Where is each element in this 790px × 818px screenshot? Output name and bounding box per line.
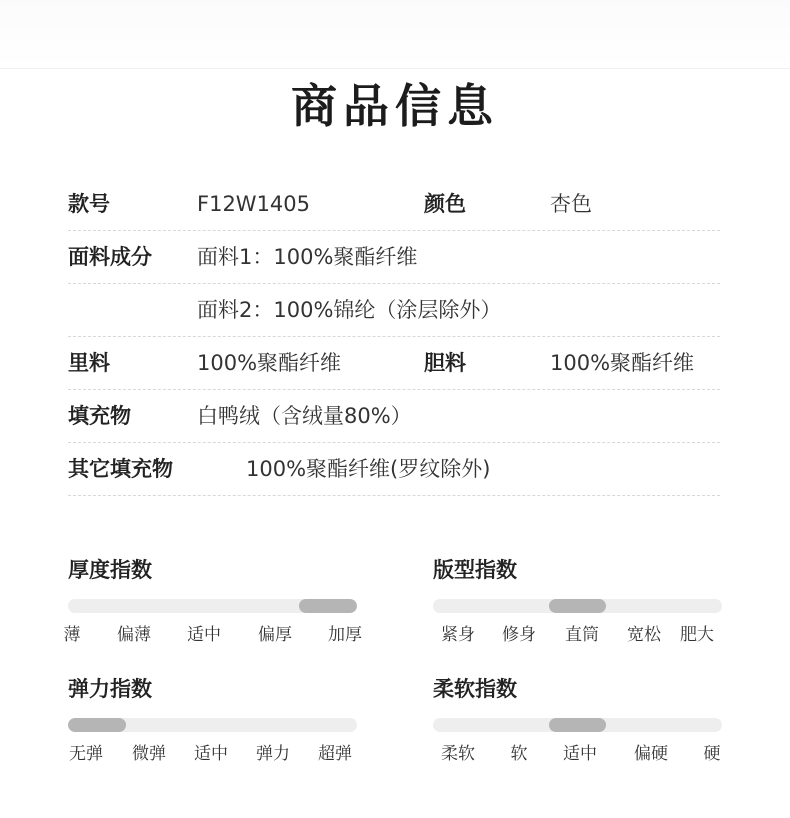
- index-option: 修身: [502, 625, 536, 645]
- index-option: 无弹: [69, 744, 103, 764]
- index-fill: [299, 599, 357, 613]
- index-option: 微弹: [132, 744, 166, 764]
- index-option: 弹力: [256, 744, 290, 764]
- spec-row-fabric-2: [68, 284, 720, 337]
- fabric2-value: 面料2：100%锦纶（涂层除外）: [197, 298, 502, 322]
- index-option: 适中: [187, 625, 221, 645]
- index-title: 厚度指数: [68, 558, 152, 582]
- index-track: [68, 718, 357, 732]
- inner-label: 胆料: [424, 351, 466, 375]
- index-option: 超弹: [318, 744, 352, 764]
- index-option: 肥大: [680, 625, 714, 645]
- index-options: [433, 739, 722, 763]
- lining-label: 里料: [68, 351, 110, 375]
- index-option: 直筒: [565, 625, 599, 645]
- lining-value: 100%聚酯纤维: [197, 351, 342, 375]
- index-option: 适中: [194, 744, 228, 764]
- index-fill: [68, 718, 126, 732]
- index-option: 软: [510, 744, 528, 764]
- index-options: [433, 620, 722, 644]
- fabric-label: 面料成分: [68, 245, 152, 269]
- index-option: 宽松: [627, 625, 661, 645]
- spec-row-lining: [68, 337, 720, 390]
- index-title: 弹力指数: [68, 677, 152, 701]
- index-fill: [549, 718, 607, 732]
- page-title: 商品信息: [291, 79, 499, 133]
- index-option: 偏厚: [258, 625, 292, 645]
- index-option: 薄: [63, 625, 81, 645]
- top-band: [0, 0, 790, 69]
- style-no-value: F12W1405: [197, 192, 311, 216]
- index-track: [433, 718, 722, 732]
- index-option: 紧身: [441, 625, 475, 645]
- filling-label: 填充物: [68, 404, 131, 428]
- filling-value: 白鸭绒（含绒量80%）: [197, 404, 412, 428]
- spec-row-other-filling: [68, 443, 720, 496]
- index-option: 适中: [563, 744, 597, 764]
- index-options: [63, 620, 362, 645]
- index-track: [433, 599, 722, 613]
- spec-row-fabric-1: [68, 231, 720, 284]
- color-label: 颜色: [424, 192, 466, 216]
- spec-row-style-color: [68, 178, 720, 231]
- index-fill: [549, 599, 607, 613]
- index-title: 版型指数: [433, 558, 517, 582]
- index-title: 柔软指数: [433, 677, 517, 701]
- index-option: 加厚: [328, 625, 362, 645]
- index-options: [68, 739, 357, 763]
- index-option: 柔软: [441, 744, 475, 764]
- index-option: 偏硬: [634, 744, 668, 764]
- index-track: [68, 599, 357, 613]
- other-filling-label: 其它填充物: [68, 457, 173, 481]
- index-option: 偏薄: [117, 625, 151, 645]
- color-value: 杏色: [550, 192, 592, 216]
- index-option: 硬: [703, 744, 721, 764]
- fabric1-value: 面料1：100%聚酯纤维: [197, 245, 418, 269]
- other-filling-value: 100%聚酯纤维(罗纹除外): [246, 457, 491, 481]
- product-info-table: [68, 178, 720, 496]
- spec-row-filling: [68, 390, 720, 443]
- inner-value: 100%聚酯纤维: [550, 351, 695, 375]
- style-no-label: 款号: [68, 192, 110, 216]
